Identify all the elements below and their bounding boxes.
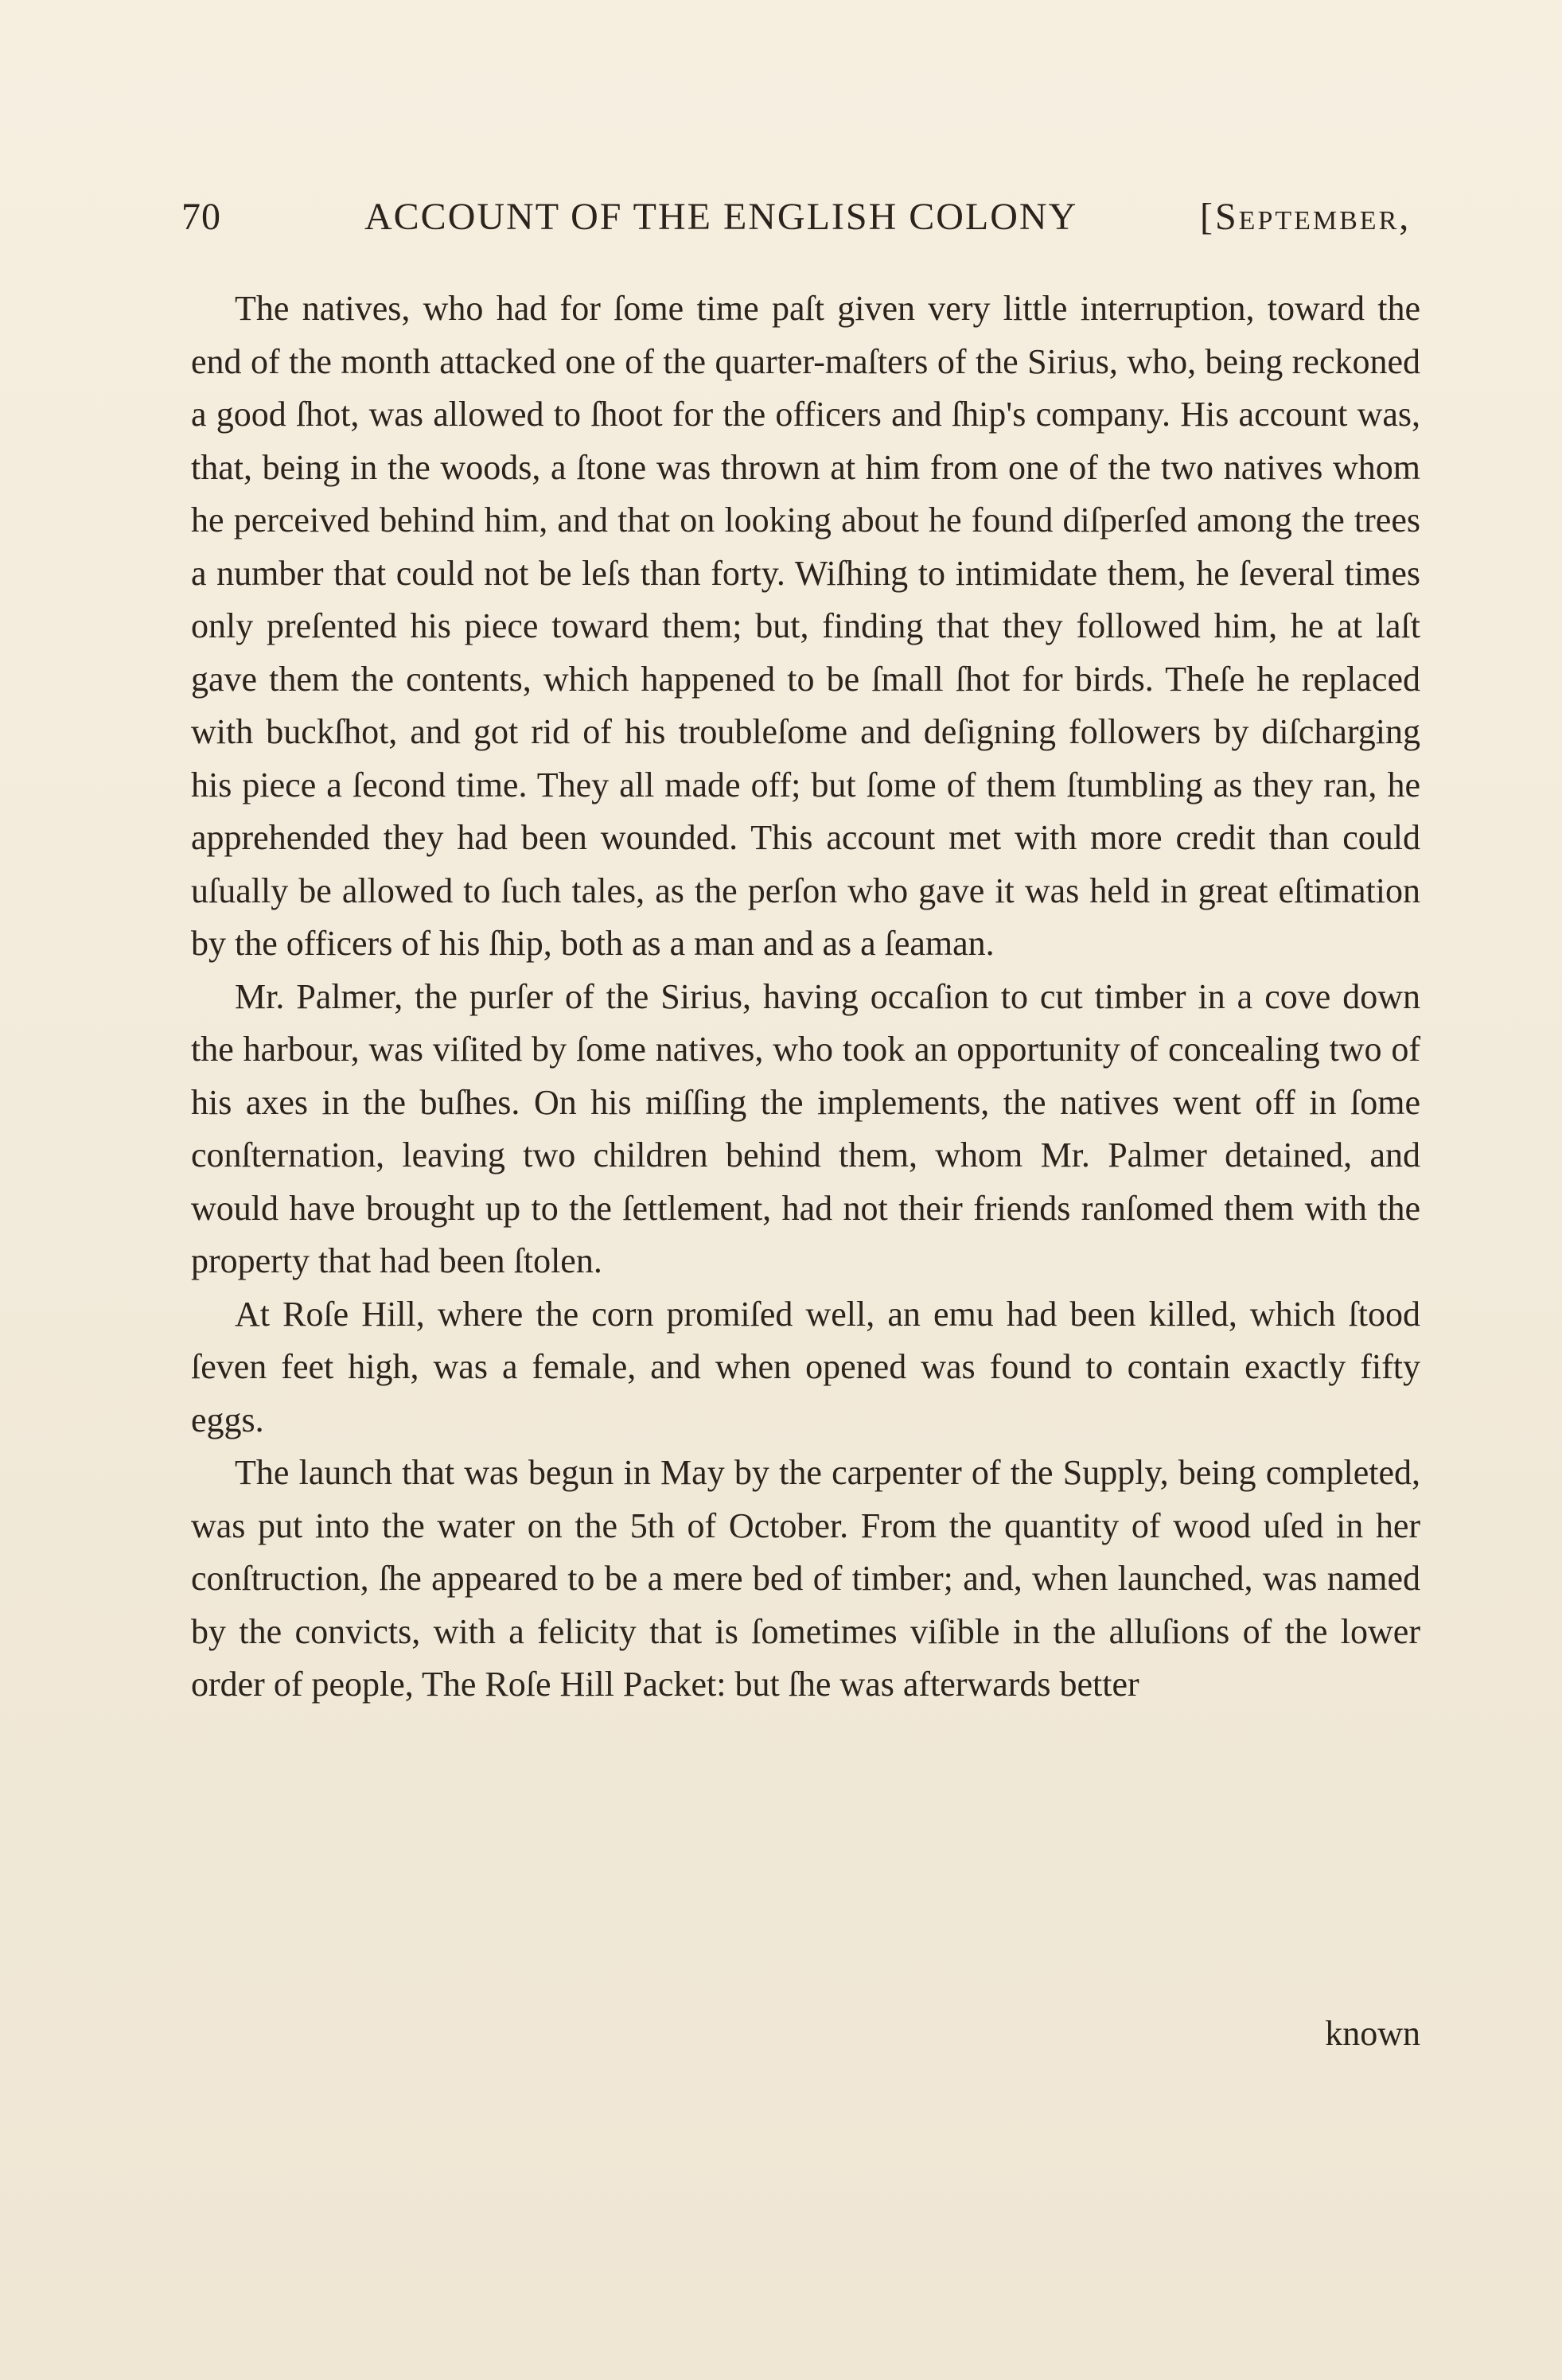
paragraph: At Roſe Hill, where the corn promiſed well, an emu had been killed, which ſtood ſeven feet high, was a female, and when opened was found to contain exactly fifty eggs. [191,1294,1420,1439]
page-header [181,195,1431,251]
paragraph: The launch that was begun in May by the carpenter of the Supply, being completed, was put into the water on the 5th of October. From the quantity of wood uſed in her conſtruction, ſhe appeared to be a mere bed of timber; and, when launched, was named by the convicts, with a felicity that is ſometimes viſible in the alluſions of the lower order of people, The Roſe Hill Packet: but ſhe was afterwards better [191,1453,1420,1704]
catchword: known [1325,2014,1420,2053]
body-text [191,282,1420,1712]
running-date: [September, [1200,196,1412,238]
paragraph: Mr. Palmer, the purſer of the Sirius, having occaſion to cut timber in a cove down the harbour, was viſited by ſome natives, who took an opportunity of concealing two of his axes in the buſhes. On his miſſing the implements, the natives went off in ſome conſternation, leaving two children behind them, whom Mr. Palmer detained, and would have brought up to the ſettlement, had not their friends ranſomed them with the property that had been ſtolen. [191,976,1420,1280]
page-number: 70 [181,196,221,238]
paragraph: The natives, who had for ſome time paſt given very little interruption, toward the end of the month attacked one of the quarter-maſters of the Sirius, who, being reckoned a good ſhot, was allowed to ſhoot for the officers and ſhip's company. His account was, that, being in the woods, a ſtone was thrown at him from one of the two natives whom he perceived behind him, and that on looking about he found diſperſed among the trees a number that could not be leſs than forty. Wiſhing to intimidate them, he ſeveral times only preſented his piece toward them; but, finding that they followed him, he at laſt gave them the contents, which happened to be ſmall ſhot for birds. Theſe he replaced with buckſhot, and got rid of his troubleſome and deſigning followers by diſcharging his piece a ſecond time. They all made off; but ſome of them ſtumbling as they ran, he apprehended they had been wounded. This account met with more credit than could uſually be allowed to ſuch tales, as the perſon who gave it was held in great eſtimation by the officers of his ſhip, both as a man and as a ſeaman. [191,289,1420,963]
running-head: ACCOUNT OF THE ENGLISH COLONY [364,196,1078,238]
